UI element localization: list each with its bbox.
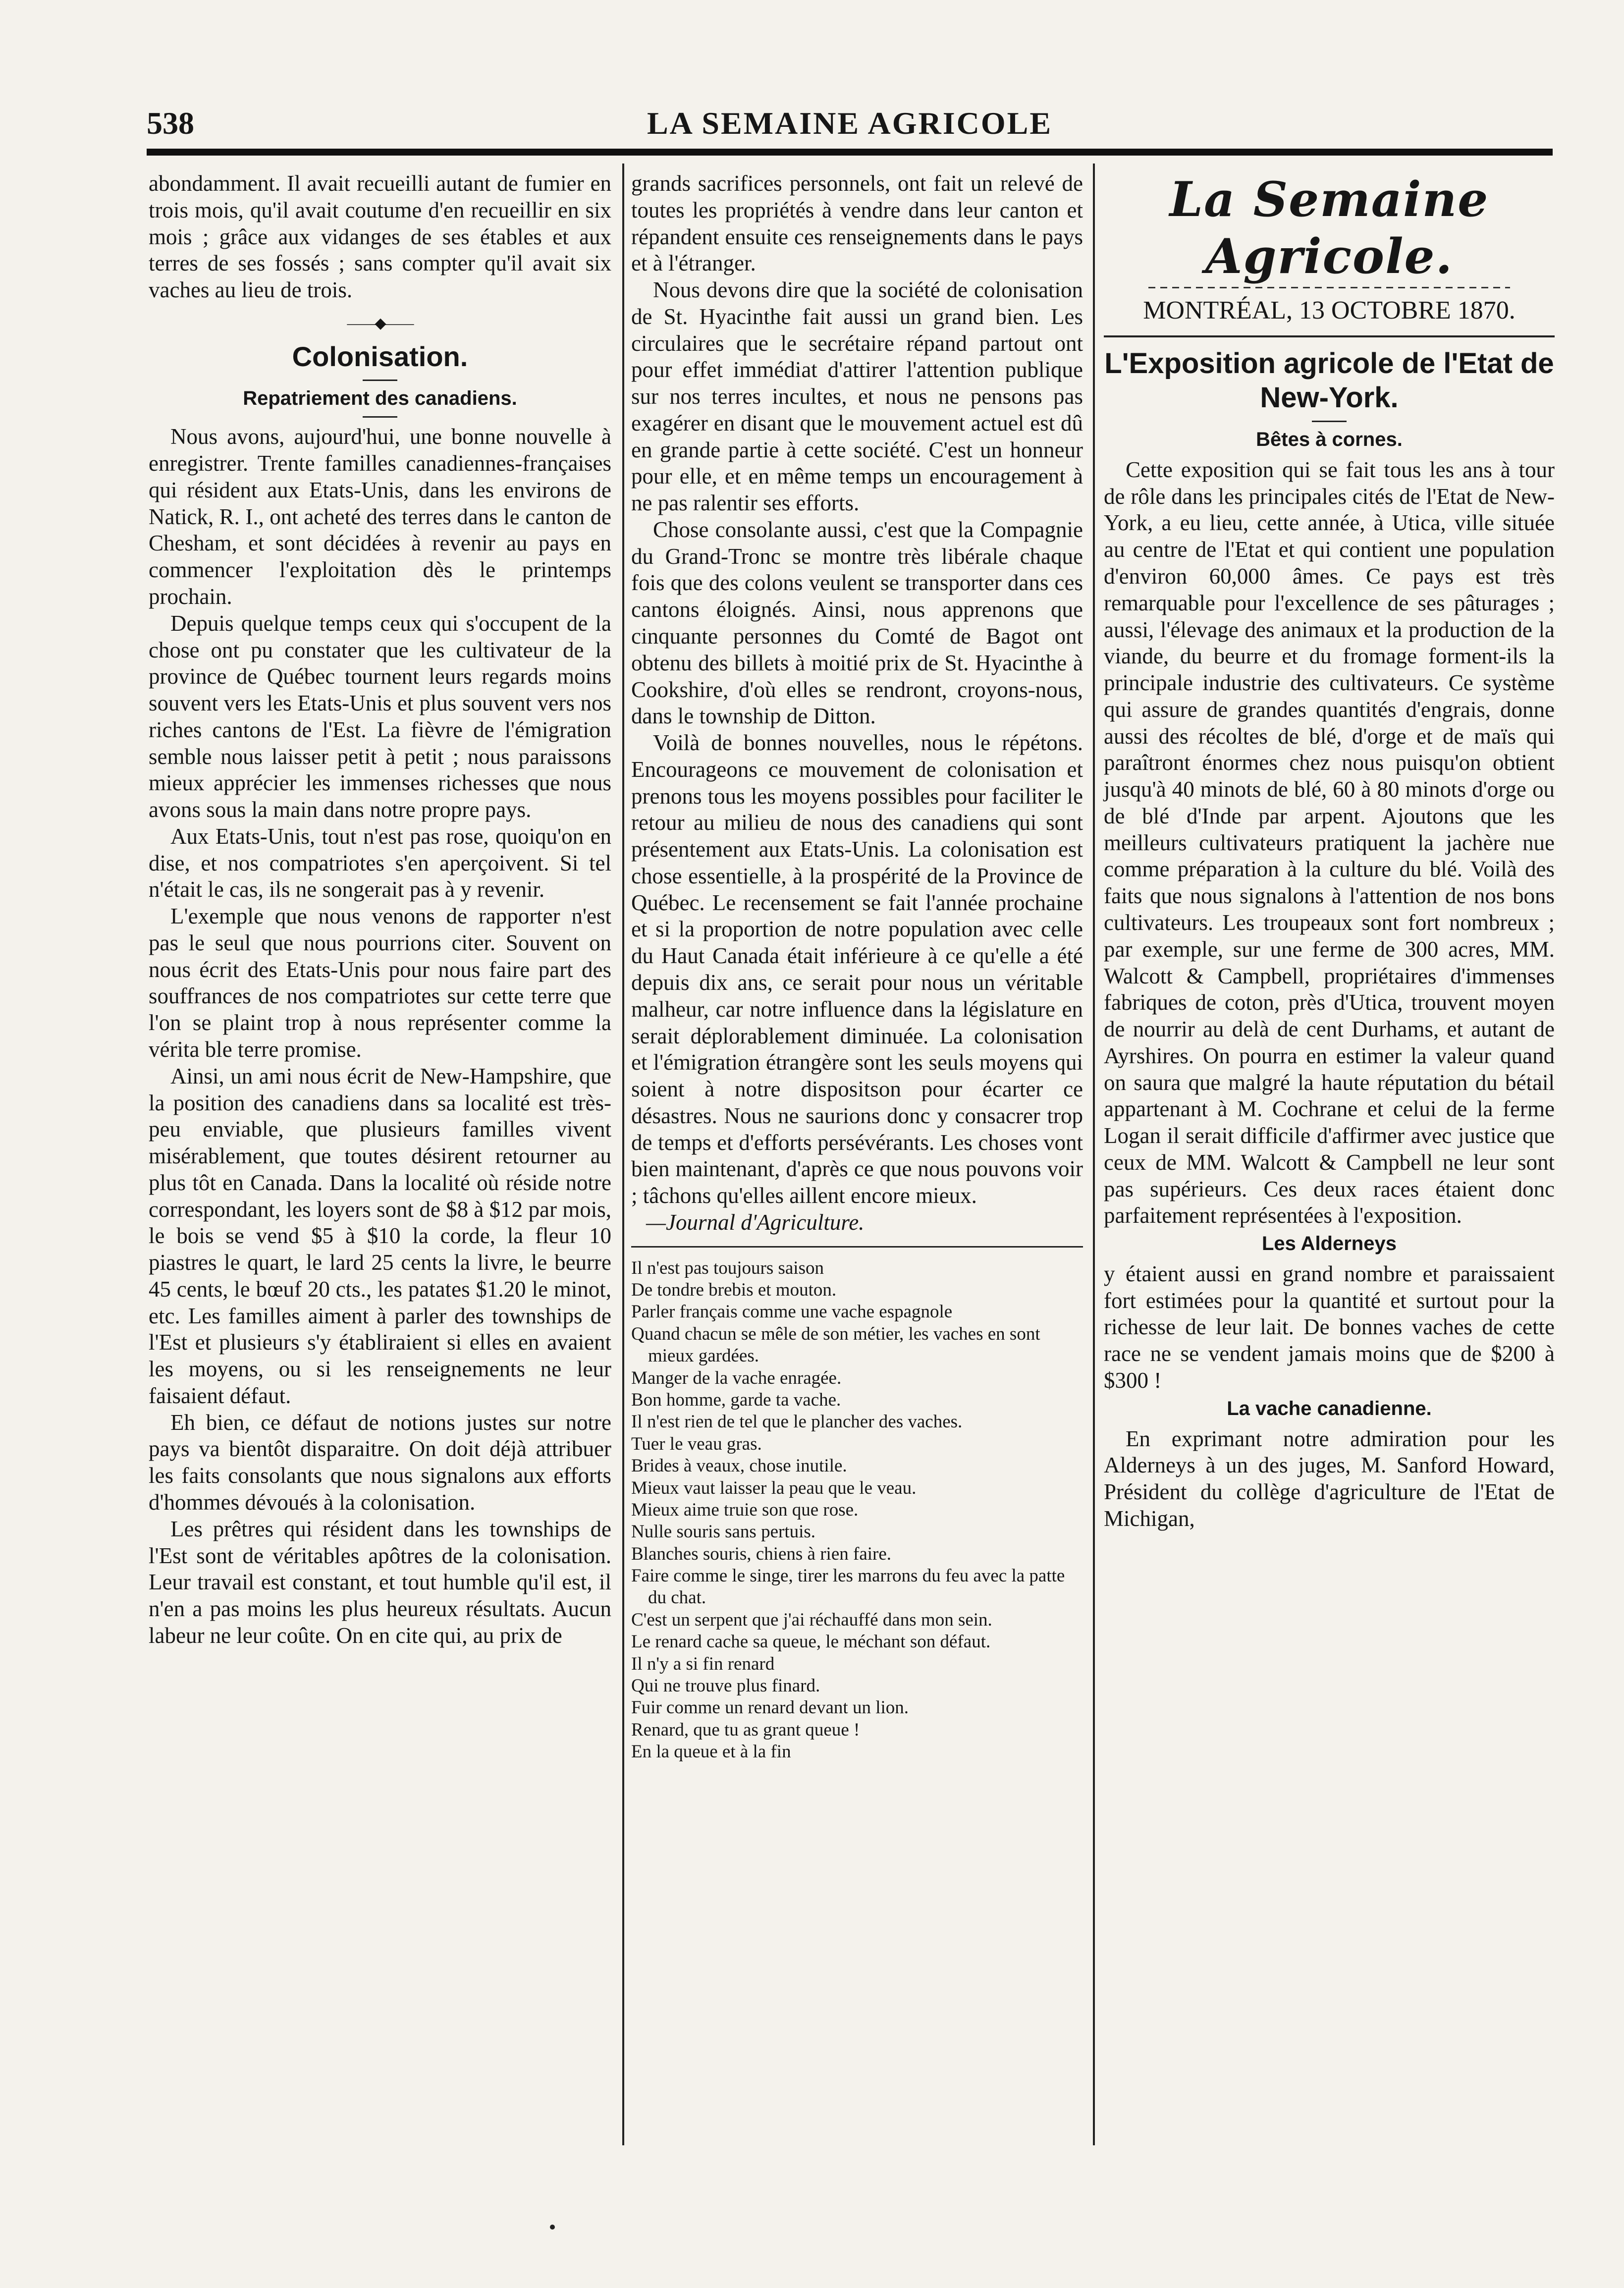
proverb-line: Il n'y a si fin renard	[631, 1653, 775, 1674]
proverb-line: Fuir comme un renard devant un lion.	[631, 1697, 909, 1718]
column-divider-2	[1093, 163, 1095, 2145]
source-credit: —Journal d'Agriculture.	[646, 1209, 865, 1235]
title-dash	[363, 380, 397, 381]
title-dash	[363, 416, 397, 418]
separator-rule	[1104, 335, 1555, 337]
proverbs-list	[631, 1257, 1083, 1763]
proverb-line: Renard, que tu as grant queue !	[631, 1719, 860, 1740]
masthead: La Semaine Agricole.	[1169, 171, 1489, 284]
proverb-line: Tuer le veau gras.	[631, 1433, 762, 1454]
paragraph: Eh bien, ce défaut de notions justes sur notre pays va bientôt disparaitre. On doit déjà attribuer les faits consolants que nous signalons aux efforts d'hommes dévoués à la colonisation.	[149, 1410, 611, 1515]
proverb-line: Mieux vaut laisser la peau que le veau.	[631, 1477, 917, 1498]
proverb-line: Il n'est pas toujours saison	[631, 1257, 824, 1278]
header-rule	[147, 149, 1553, 156]
dateline: MONTRÉAL, 13 OCTOBRE 1870.	[1143, 296, 1516, 325]
paragraph: Les prêtres qui résident dans les townships de l'Est sont de véritables apôtres de la colonisation. Leur travail est constant, et tout humble qu'il est, il n'en a pas moins les plus heureux résultats. Aucun labeur ne leur coûte. On en cite qui, au prix de	[149, 1516, 611, 1648]
page-header	[147, 105, 1553, 145]
paragraph: Cette exposition qui se fait tous les ans à tour de rôle dans les principales cités de l'Etat de New-York, a eu lieu, cette année, à Utica, ville située au centre de l'Etat et qui contient une population d'environ 60,000 âmes. Ce pays est très remarquable pour l'excellence de ses pâturages ; aussi, l'élevage des animaux et la production de la viande, du beurre et du fromage forment-ils la principale industrie des cultivateurs. Ce système qui assure de grandes quantités d'engrais, donne aussi des récoltes de blé, d'orge et de maïs qui paraîtront énormes chez nous puisqu'on obtient jusqu'à 40 minots de blé, 60 à 80 minots d'orge ou de blé d'Inde par arpent. Ajoutons que les meilleurs cultivateurs pratiquent la jachère nue comme préparation à la culture du blé. Voilà des faits que nous signalons à l'attention de nos bons cultivateurs. Les troupeaux sont fort nombreux ; par exemple, sur une ferme de 300 acres, MM. Walcott & Campbell, propriétaires d'immenses fabriques de coton, près d'Utica, trouvent moyen de nourrir au delà de cent Durhams, et autant de Ayrshires. On pourra en estimer la valeur quand on saura que malgré la haute réputation du bétail appartenant à M. Cochrane et celui de la ferme Logan il serait difficile d'affirmer avec justice que ceux de MM. Walcott & Campbell ne leur sont pas supérieurs. Ces deux races étaient donc parfaitement représentées à l'exposition.	[1104, 457, 1555, 1228]
paragraph: En exprimant notre admiration pour les Alderneys à un des juges, M. Sanford Howard, Président du collège d'agriculture de l'Etat de Michigan,	[1104, 1426, 1555, 1531]
paragraph: Ainsi, un ami nous écrit de New-Hampshire, que la position des canadiens dans sa localité est très-peu enviable, que plusieurs familles vivent misérablement, que toutes désirent retourner au plus tôt en Canada. Dans la localité où réside notre correspondant, les loyers sont de $8 à $12 par mois, le bois se vend $5 à $10 la corde, la fleur 10 piastres le quart, le lard 25 cents la livre, le beurre 45 cents, le bœuf 20 cts., les patates $1.20 le minot, etc. Les familles aiment à parler des townships de l'Est et plusieurs s'y établiraient si elles en avaient les moyens, ou si les renseignements ne leur faisaient défaut.	[149, 1063, 611, 1408]
section-title-colonisation: Colonisation.	[292, 340, 468, 372]
subtitle-vache-canadienne: La vache canadienne.	[1227, 1397, 1432, 1419]
paragraph: Chose consolante aussi, c'est que la Compagnie du Grand-Tronc se montre très libérale chaque fois que des colons veulent se transporter dans ces cantons éloignés. Ainsi, nous apprenons que cinquante personnes du Comté de Bagot ont obtenu des billets à moitié prix de St. Hyacinthe à Cookshire, d'où elles se rendront, croyons-nous, dans le township de Ditton.	[631, 517, 1083, 729]
masthead-rule	[1148, 287, 1510, 288]
column-1	[149, 170, 611, 1649]
section-ornament: ——◆——	[347, 315, 413, 331]
footer-dot	[550, 2225, 555, 2230]
paragraph: Nous devons dire que la société de colonisation de St. Hyacinthe fait aussi un grand bien. Les circulaires que le secrétaire répand partout ont pour effet immédiat d'attirer l'attention publique sur nos terres incultes, et nous ne pensons pas exagérer en disant que le mouvement actuel est dû en grande partie à cette société. C'est un honneur pour elle, et en même temps un encouragement à ne pas ralentir ses efforts.	[631, 277, 1083, 516]
proverb-line: Bon homme, garde ta vache.	[631, 1389, 841, 1410]
proverb-line: Mieux aime truie son que rose.	[631, 1499, 859, 1520]
subtitle-betes-a-cornes: Bêtes à cornes.	[1256, 429, 1403, 451]
paragraph: Voilà de bonnes nouvelles, nous le répétons. Encourageons ce mouvement de colonisation et prenons tous les moyens possibles pour faciliter le retour au milieu de nous des canadiens qui sont présentement aux Etats-Unis. La colonisation est chose essentielle, à la prospérité de la Province de Québec. Le recensement se fait l'année prochaine et si la proportion de notre population avec celle du Haut Canada était inférieure à ce qu'elle a été depuis dix ans, ce serait pour nous un véritable malheur, car notre influence dans la législature en serait déplorablement diminuée. La colonisation et l'émigration étrangère sont les seuls moyens qui soient à notre dispositson pour écarter ce désastres. Nous ne saurions donc y consacrer trop de temps et d'efforts persévérants. Les choses vont bien maintenant, d'après ce que nous pouvons voir ; tâchons qu'elles aillent encore mieux.	[631, 730, 1083, 1208]
title-dash	[1312, 421, 1347, 422]
paragraph: abondamment. Il avait recueilli autant de fumier en trois mois, qu'il avait coutume d'en recueillir en six mois ; grâce aux vidanges de ses étables et aux terres de ses fossés ; sans compter qu'il avait six vaches au lieu de trois.	[149, 171, 611, 303]
section-title-exposition: L'Exposition agricole de l'Etat de New-York.	[1104, 347, 1554, 414]
paragraph: Nous avons, aujourd'hui, une bonne nouvelle à enregistrer. Trente familles canadiennes-françaises qui résident aux Etats-Unis, dans les environs de Natick, R. I., ont acheté des terres dans le canton de Chesham, et sont décidées à revenir au pays en commencer l'exploitation dès le printemps prochain.	[149, 424, 611, 609]
column-3	[1104, 170, 1555, 1532]
paragraph: grands sacrifices personnels, ont fait un relevé de toutes les propriétés à vendre dans leur canton et répandent ensuite ces renseignements dans le pays et à l'étranger.	[631, 171, 1083, 276]
separator-rule	[631, 1246, 1083, 1248]
proverb-line: Le renard cache sa queue, le méchant son défaut.	[631, 1632, 991, 1652]
column-2	[631, 170, 1083, 1763]
proverb-line: Nulle souris sans pertuis.	[631, 1522, 816, 1542]
subtitle-alderneys: Les Alderneys	[1262, 1233, 1397, 1255]
proverb-line: Quand chacun se mêle de son métier, les vaches en sont mieux gardées.	[631, 1323, 1040, 1366]
column-divider-1	[622, 163, 624, 2145]
proverb-line: Faire comme le singe, tirer les marrons du feu avec la patte du chat.	[631, 1566, 1065, 1608]
paragraph: y étaient aussi en grand nombre et paraissaient fort estimées pour la quantité et surtout pour la richesse de leur lait. De bonnes vaches de cette race ne se vendent jamais moins que de $200 à $300 !	[1104, 1261, 1555, 1393]
proverb-line: Manger de la vache enragée.	[631, 1367, 842, 1388]
proverb-line: Brides à veaux, chose inutile.	[631, 1456, 847, 1476]
proverb-line: Il n'est rien de tel que le plancher des vaches.	[631, 1412, 963, 1432]
page-number: 538	[147, 106, 194, 141]
proverb-line: C'est un serpent que j'ai réchauffé dans mon sein.	[631, 1609, 992, 1630]
paragraph: Depuis quelque temps ceux qui s'occupent de la chose ont pu constater que les cultivateur de la province de Québec tournent leurs regards moins souvent vers les Etats-Unis et plus souvent vers nos riches cantons de l'Est. La fièvre de l'émigration semble nous laisser petit à petit ; nous paraissons mieux apprécier les immenses richesses que nous avons sous la main dans notre propre pays.	[149, 610, 611, 822]
proverb-line: Qui ne trouve plus finard.	[631, 1676, 820, 1696]
proverb-line: Blanches souris, chiens à rien faire.	[631, 1543, 892, 1564]
proverb-line: Parler français comme une vache espagnole	[631, 1302, 953, 1322]
proverb-line: En la queue et à la fin	[631, 1742, 791, 1762]
subtitle-repatriement: Repatriement des canadiens.	[243, 387, 517, 409]
running-title: LA SEMAINE AGRICOLE	[647, 106, 1053, 141]
paragraph: L'exemple que nous venons de rapporter n'est pas le seul que nous pourrions citer. Souvent on nous écrit des Etats-Unis pour nous faire part des souffrances de nos compatriotes sur cette terre que l'on se plaint trop à nous représenter comme la vérita ble terre promise.	[149, 904, 611, 1062]
paragraph: Aux Etats-Unis, tout n'est pas rose, quoiqu'on en dise, et nos compatriotes s'en aperçoivent. Si tel n'était le cas, ils ne songerait pas à y revenir.	[149, 823, 611, 902]
proverb-line: De tondre brebis et mouton.	[631, 1280, 837, 1301]
